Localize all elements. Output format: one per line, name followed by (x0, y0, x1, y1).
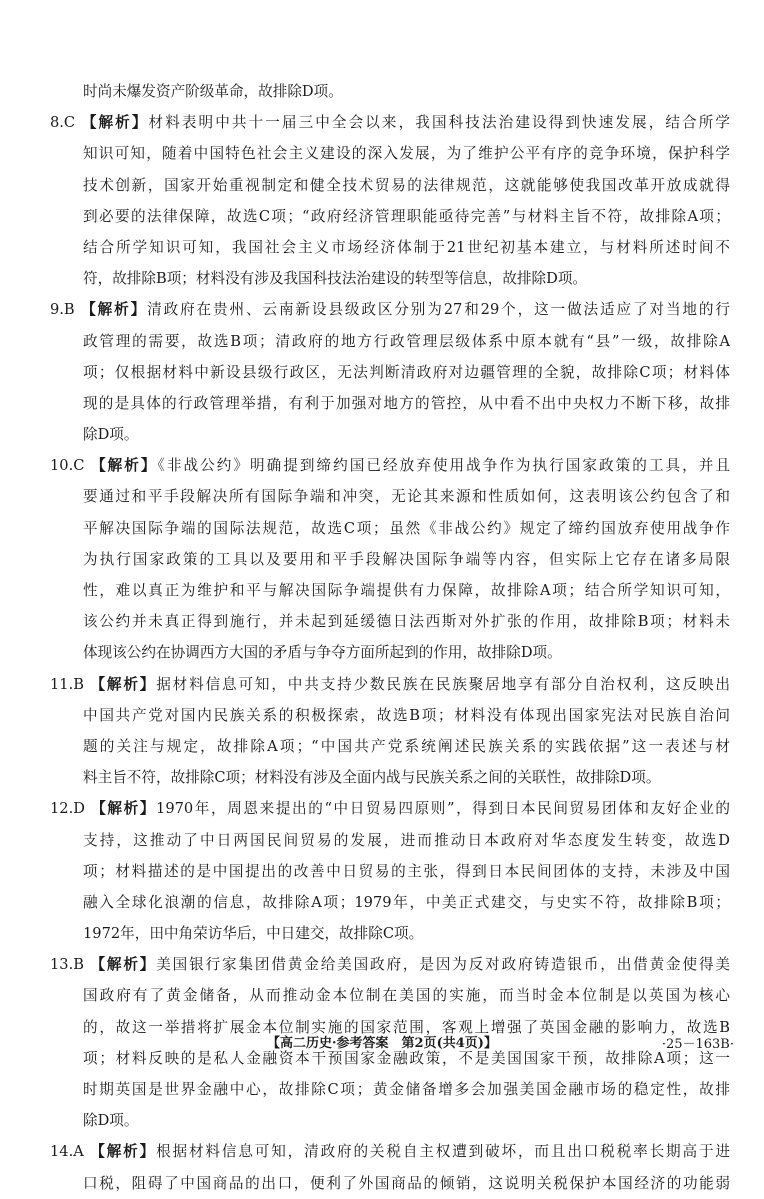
line-text: 材料表明中共十一届三中全会以来，我国科技法治建设得到快速发展，结合所学 (148, 114, 730, 132)
page-footer (0, 1032, 764, 1054)
text-line (50, 388, 730, 419)
text-line (50, 887, 730, 918)
text-line (50, 606, 730, 637)
text-line (50, 357, 730, 388)
line-text: 题的关注与规定，故排除A项；“中国共产党系统阐述民族关系的实践依据”这一表述与材 (83, 737, 730, 755)
analysis-tag: 【解析】 (90, 675, 157, 693)
line-text: 《非战公约》明确提到缔约国已经放弃使用战争作为执行国家政策的工具，并且 (157, 457, 730, 475)
line-text: 支持，这推动了中日两国民间贸易的发展，进而推动日本政府对华态度发生转变，故选D (83, 831, 730, 849)
text-line (50, 700, 730, 731)
text-line (50, 232, 730, 263)
line-text: 除D项。 (83, 426, 139, 444)
line-text: 项；仅根据材料中新设县级行政区，无法判断清政府对边疆管理的全貌，故排除C项；材料体 (83, 363, 730, 381)
answer-item-start-line (50, 294, 730, 325)
line-text: 项；材料反映的是私人金融资本干预国家金融政策，不是美国国家干预，故排除A项；这一 (83, 1049, 730, 1067)
text-line (50, 513, 730, 544)
text-line (50, 170, 730, 201)
answer-number: 14.A (50, 1143, 84, 1161)
line-text: 结合所学知识可知，我国社会主义市场经济体制于21世纪初基本建立，与材料所述时间不 (83, 238, 730, 256)
line-text: 技术创新，国家开始重视制定和健全技术贸易的法律规范，这就能够使我国改革开放成就得 (83, 176, 730, 194)
text-line (50, 1168, 730, 1199)
line-text: 据材料信息可知，中共支持少数民族在民族聚居地享有部分自治权利，这反映出 (156, 675, 730, 693)
answer-item-start-line (50, 1136, 730, 1167)
text-line (50, 731, 730, 762)
line-text: 清政府在贵州、云南新设县级政区分别为27和29个，这一做法适应了对当地的行 (147, 301, 730, 319)
line-text: 知识可知，随着中国特色社会主义建设的深入发展，为了维护公平有序的竞争环境，保护科学 (83, 145, 730, 163)
text-line (50, 419, 730, 450)
line-text: 1972年，田中角荣访华后，中日建交，故排除C项。 (83, 925, 424, 943)
text-line (50, 980, 730, 1011)
line-text: 融入全球化浪潮的信息，故排除A项；1979年，中美正式建交，与史实不符，故排除B项； (83, 893, 730, 911)
line-text: 的，故这一举措将扩展金本位制实施的国家范围，客观上增强了英国金融的影响力，故选B (83, 1018, 730, 1036)
text-line (50, 544, 730, 575)
line-text: 要通过和平手段解决所有国际争端和冲突，无论其来源和性质如何，这表明该公约包含了和 (83, 488, 730, 506)
line-text: 1970年，周恩来提出的“中日贸易四原则”，得到日本民间贸易团体和友好企业的 (156, 800, 730, 818)
answer-number: 8.C (50, 114, 76, 132)
text-line (50, 825, 730, 856)
text-line (50, 1105, 730, 1136)
line-text: 符，故排除B项；材料没有涉及我国科技法治建设的转型等信息，故排除D项。 (83, 270, 588, 288)
answer-number: 12.D (50, 800, 85, 818)
analysis-tag: 【解析】 (81, 301, 148, 319)
text-line (50, 918, 730, 949)
answer-item-start-line (50, 450, 730, 481)
line-text: 料主旨不符，故排除C项；材料没有涉及全面内战与民族关系之间的关联性，故排除D项。 (83, 769, 661, 787)
text-line (50, 762, 730, 793)
answer-number: 9.B (50, 301, 75, 319)
line-text: 项；材料描述的是中国提出的改善中日贸易的主张，得到日本民间团体的支持，未涉及中国 (83, 862, 730, 880)
text-line (50, 637, 730, 668)
analysis-tag: 【解析】 (91, 800, 157, 818)
line-text: 该公约并未真正得到施行，并未起到延缓德日法西斯对外扩张的作用，故排除B项；材料未 (83, 613, 730, 631)
text-line (50, 481, 730, 512)
answer-number: 13.B (50, 956, 84, 974)
line-text: 政管理的需要，故选B项；清政府的地方行政管理层级体系中原本就有“县”一级，故排除A (83, 332, 730, 350)
text-line (50, 76, 730, 107)
analysis-tag: 【解析】 (91, 457, 158, 475)
line-text: 为执行国家政策的工具以及要用和平手段解决国际争端等内容，但实际上它存在诸多局限 (83, 550, 730, 568)
text-line (50, 326, 730, 357)
line-text: 体现该公约在协调西方大国的矛盾与争夺方面所起到的作用，故排除D项。 (83, 644, 562, 662)
line-text: 美国银行家集团借黄金给美国政府，是因为反对政府铸造银币，出借黄金使得美 (156, 956, 730, 974)
answer-item-start-line (50, 107, 730, 138)
text-line (50, 201, 730, 232)
answer-item-start-line (50, 793, 730, 824)
answer-number: 11.B (50, 675, 84, 693)
text-line (50, 1074, 730, 1105)
line-text: 口税，阻碍了中国商品的出口，便利了外国商品的倾销，这说明关税保护本国经济的功能弱 (83, 1174, 730, 1192)
analysis-tag: 【解析】 (81, 114, 149, 132)
line-text: 中国共产党对国内民族关系的积极探索，故选B项；材料没有体现出国家宪法对民族自治问 (83, 706, 730, 724)
line-text: 到必要的法律保障，故选C项；“政府经济管理职能亟待完善”与材料主旨不符，故排除A项； (83, 207, 730, 225)
answer-number: 10.C (50, 457, 85, 475)
line-text: 除D项。 (83, 1112, 139, 1130)
footer-title: 【高二历史·参考答案 第2页(共4页)】 (267, 1036, 497, 1051)
line-text: 根据材料信息可知，清政府的关税自主权遭到破坏，而且出口税税率长期高于进 (156, 1143, 730, 1161)
answer-item-start-line (50, 949, 730, 980)
footer-code: ·25－163B· (661, 1037, 734, 1052)
line-text: 时期英国是世界金融中心，故排除C项；黄金储备增多会加强美国金融市场的稳定性，故排 (83, 1081, 730, 1098)
text-line (50, 263, 730, 294)
line-text: 时尚未爆发资产阶级革命，故排除D项。 (83, 83, 343, 100)
answer-item-start-line (50, 669, 730, 700)
line-text: 平解决国际争端的国际法规范，故选C项；虽然《非战公约》规定了缔约国放弃使用战争作 (83, 519, 730, 537)
text-line (50, 856, 730, 887)
answer-body (50, 76, 730, 1199)
line-text: 国政府有了黄金储备，从而推动金本位制在美国的实施，而当时金本位制是以英国为核心 (83, 987, 730, 1005)
text-line (50, 138, 730, 169)
analysis-tag: 【解析】 (90, 1143, 157, 1161)
line-text: 现的是具体的行政管理举措，有利于加强对地方的管控，从中看不出中央权力不断下移，故排 (83, 394, 730, 412)
text-line (50, 575, 730, 606)
line-text: 性，难以真正为维护和平与解决国际争端提供有力保障，故排除A项；结合所学知识可知， (83, 582, 730, 599)
analysis-tag: 【解析】 (90, 956, 157, 974)
